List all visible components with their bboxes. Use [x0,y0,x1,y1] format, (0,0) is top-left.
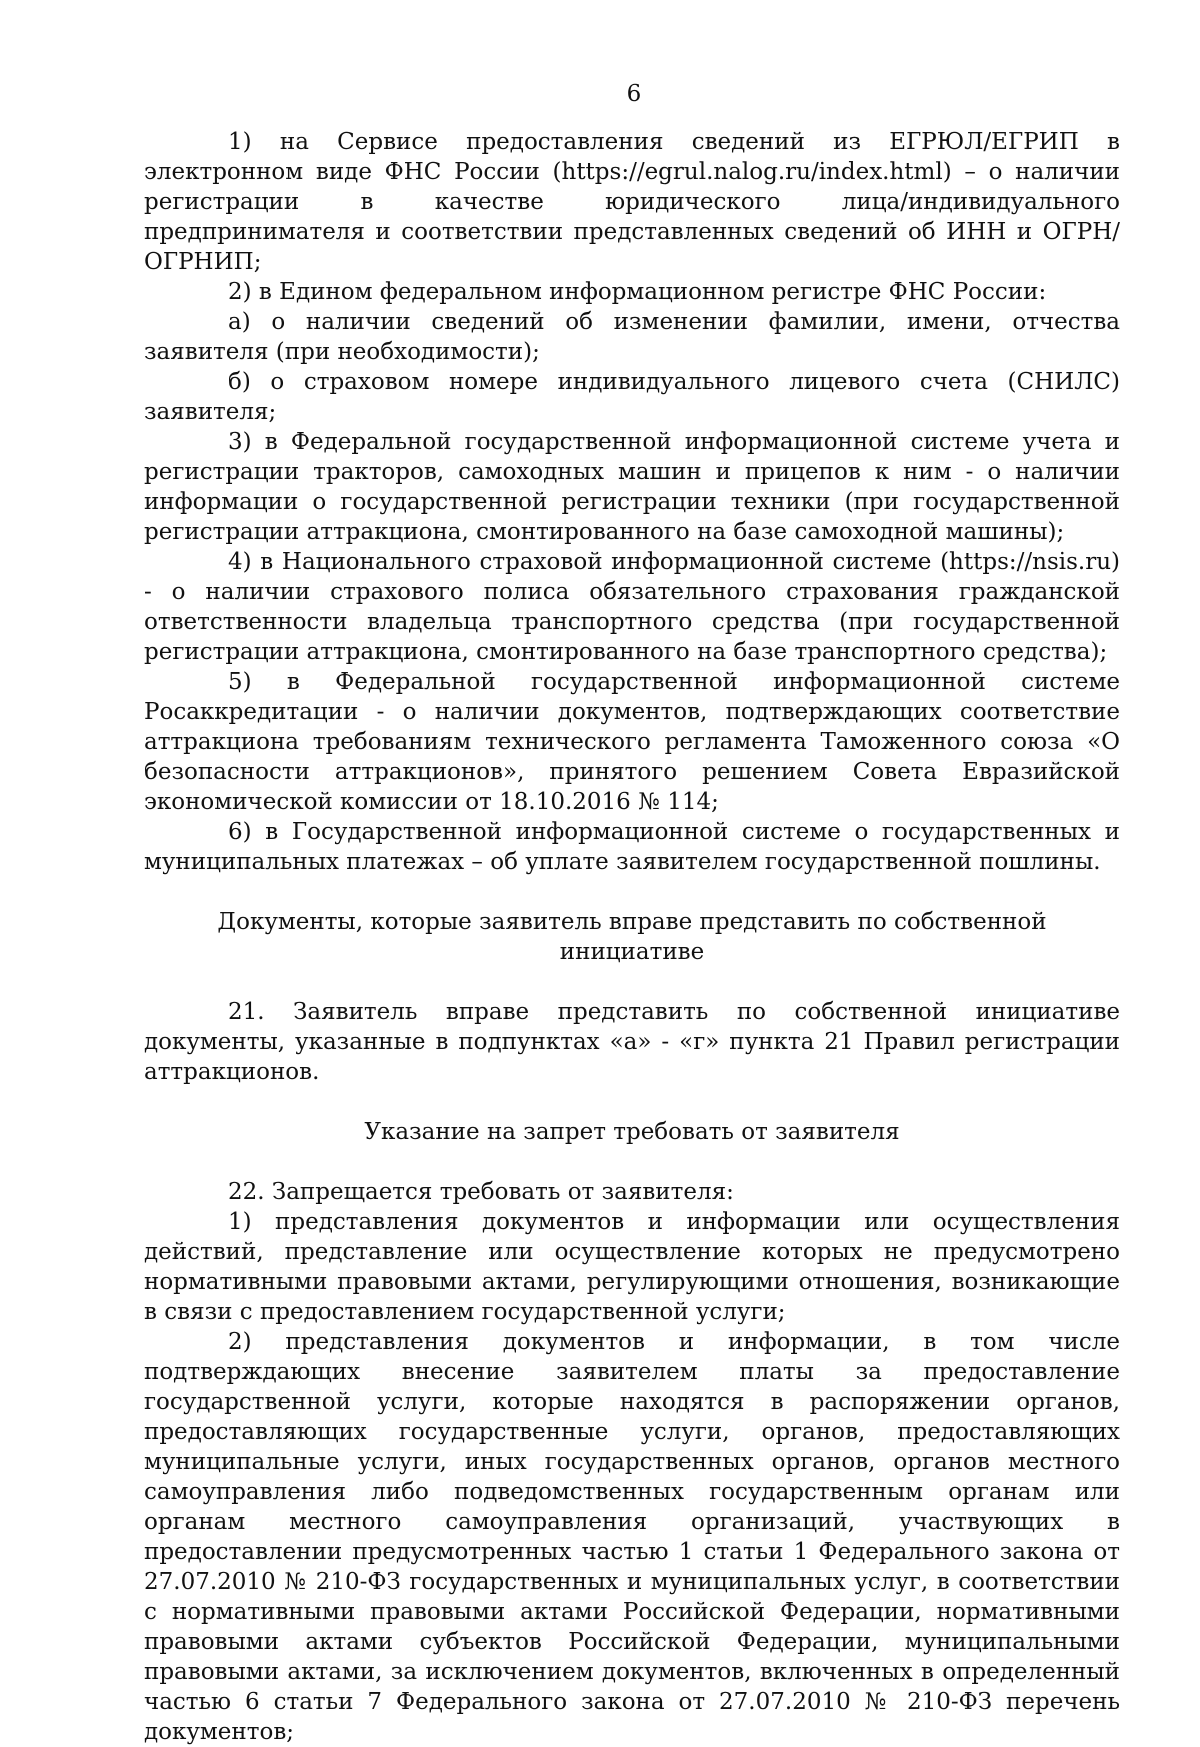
paragraph-item-22-1: 1) представления документов и информации или осуществления действий, представление или осуществление которых не предусмотрено нормативными правовыми актами, регулирующими отношения, возникающие в связи с предоставлением государственной услуги; [144,1209,1120,1325]
paragraph-item-22-2: 2) представления документов и информации, в том числе подтверждающих внесение заявителем платы за предоставление государственной услуги, которые находятся в распоряжении органов, предоставляющих государственные услуги, органов, предоставляющих муниципальные услуги, иных государственных органов, органов местного самоуправления либо подведомственных государственным органам или органам местного самоуправления организаций, участвующих в предоставлении предусмотренных частью 1 статьи 1 Федерального закона от 27.07.2010 № 210-ФЗ государственных и муниципальных услуг, в соответствии с нормативными правовыми актами Российской Федерации, нормативными правовыми актами субъектов Российской Федерации, муниципальными правовыми актами, за исключением документов, включенных в определенный частью 6 статьи 7 Федерального закона от 27.07.2010 № 210-ФЗ перечень документов; [144,1329,1120,1745]
paragraph-insurance-system: 4) в Национального страховой информационной системе (https://nsis.ru) - о наличии страхового полиса обязательного страхования гражданской ответственности владельца транспортного средства (при государственной регистрации аттракциона, смонтированного на базе транспортного средства); [144,549,1120,665]
section-heading-own-initiative: Документы, которые заявитель вправе представить по собственной инициативе [217,909,1047,965]
paragraph-egrul-service: 1) на Сервисе предоставления сведений из ЕГРЮЛ/ЕГРИП в электронном виде ФНС России (https://egrul.nalog.ru/index.html) – о наличии регистрации в качестве юридического лица/индивидуального предпринимателя и соответствии представленных сведений об ИНН и ОГРН/ОГРНИП; [144,129,1120,275]
paragraph-fns-register: 2) в Едином федеральном информационном регистре ФНС России: [228,279,1047,305]
paragraph-subitem-b: б) о страховом номере индивидуального лицевого счета (СНИЛС) заявителя; [144,369,1120,425]
paragraph-rosaccreditation: 5) в Федеральной государственной информационной системе Росаккредитации - о наличии документов, подтверждающих соответствие аттракциона требованиям технического регламента Таможенного союза «О безопасности аттракционов», принятого решением Совета Евразийской экономической комиссии от 18.10.2016 № 114; [144,669,1120,815]
paragraph-subitem-a: а) о наличии сведений об изменении фамилии, имени, отчества заявителя (при необходимости); [144,309,1120,365]
paragraph-payments-system: 6) в Государственной информационной системе о государственных и муниципальных платежах – об уплате заявителем государственной пошлины. [144,819,1120,875]
paragraph-tractor-system: 3) в Федеральной государственной информационной системе учета и регистрации тракторов, самоходных машин и прицепов к ним - о наличии информации о государственной регистрации техники (при государственной регистрации аттракциона, смонтированного на базе самоходной машины); [144,429,1120,545]
paragraph-item-21: 21. Заявитель вправе представить по собственной инициативе документы, указанные в подпунктах «а» - «г» пункта 21 Правил регистрации аттракционов. [144,999,1120,1085]
page-number: 6 [626,81,642,107]
section-heading-prohibition: Указание на запрет требовать от заявителя [364,1119,900,1145]
paragraph-item-22: 22. Запрещается требовать от заявителя: [228,1179,734,1205]
document-body [144,127,1120,1747]
